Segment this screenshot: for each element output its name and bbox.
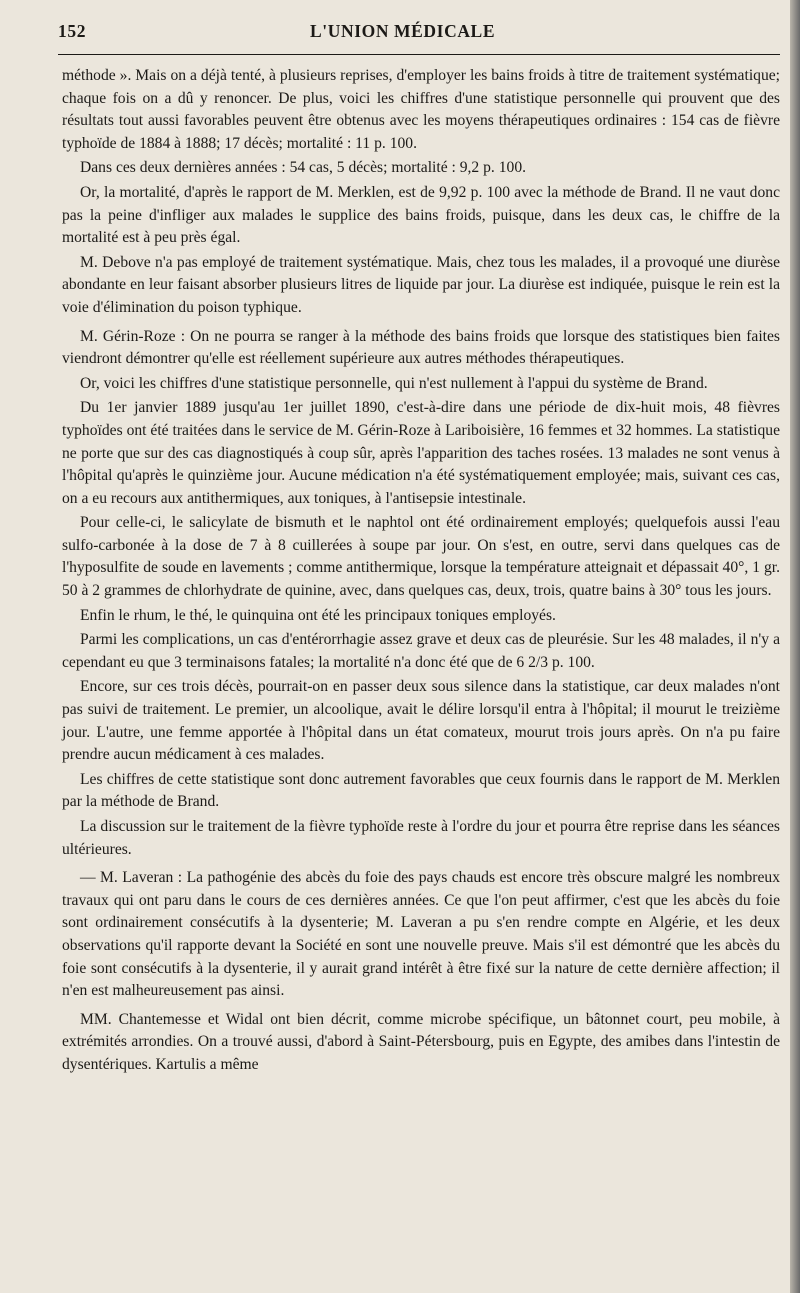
- running-head: [58, 18, 772, 46]
- journal-title: L'UNION MÉDICALE: [310, 21, 496, 41]
- paragraph-debove: M. Debove n'a pas employé de traitement systématique. Mais, chez tous les malades, il a provoqué une diurèse abondante en leur faisant absorber plusieurs litres de liquide par jour. La diurèse est indiquée, puisque le rein est la voie d'élimination du poison typhique.: [62, 253, 780, 316]
- page-number: 152: [58, 21, 87, 41]
- paragraph-mortalite-merklen: Or, la mortalité, d'après le rapport de M. Merklen, est de 9,92 p. 100 avec la méthode de Brand. Il ne vaut donc pas la peine d'infliger aux malades le supplice des bains froids, puisque, dans les deux cas, le chiffre de la mortalité est à peu près égal.: [62, 183, 780, 247]
- paragraph-deces: Encore, sur ces trois décès, pourrait-on en passer deux sous silence dans la statistique, car deux malades n'ont pas suivi de traitement. Le premier, un alcoolique, avait le délire lorsqu'il entra à l'hôpital; il mourut le treizième jour. L'autre, une femme apportée à l'hôpital dans un état comateux, mourut trois jours après. On n'a pu faire prendre aucun médicament à ces malades.: [62, 678, 780, 764]
- paragraph-statistique: Or, voici les chiffres d'une statistique personnelle, qui n'est nullement à l'appui du système de Brand.: [80, 374, 708, 392]
- paragraph-deux-annees: Dans ces deux dernières années : 54 cas, 5 décès; mortalité : 9,2 p. 100.: [80, 159, 527, 177]
- paragraph-antisepsie: Pour celle-ci, le salicylate de bismuth et le naphtol ont été ordinairement employés; quelquefois aussi l'eau sulfo-carbonée à la dose de 7 à 8 cuillerées à soupe par jour. On s'est, en outre, servi dans quelques cas de l'hyposulfite de soude en lavements ; comme antithermique, lorsque la température atteignait et dépassait 40°, 1 gr. 50 à 2 grammes de chlorhydrate de quinine, avec, dans quelques cas, deux, trois, quatre bains à 30° tous les jours.: [62, 514, 780, 600]
- paragraph-discussion: La discussion sur le traitement de la fièvre typhoïde reste à l'ordre du jour et pourra être reprise dans les séances ultérieures.: [62, 818, 780, 858]
- paragraph-gerin-roze: M. Gérin-Roze : On ne pourra se ranger à la méthode des bains froids que lorsque des statistiques bien faites viendront démontrer qu'elle est réellement supérieure aux autres méthodes thérapeutiques.: [62, 327, 780, 368]
- paragraph-laveran: — M. Laveran : La pathogénie des abcès du foie des pays chauds est encore très obscure malgré les nombreux travaux qui ont paru dans le cours de ces dernières années. Ce que l'on peut affirmer, c'est que les abcès du foie sont ordinairement consécutifs à la dysenterie; M. Laveran a pu s'en rendre compte en Algérie, et les deux observations qu'il rapporte devant la Société en sont une nouvelle preuve. Mais s'il est démontré que les abcès du foie sont consécutifs à la dysenterie, il y aurait grand intérêt à être fixé sur la nature de cette dernière affection; il n'en est malheureusement pas ainsi.: [62, 869, 780, 1000]
- paragraph-bains-froids: méthode ». Mais on a déjà tenté, à plusieurs reprises, d'employer les bains froids à titre de traitement systématique; chaque fois on a dû y renoncer. De plus, voici les chiffres d'une statistique personnelle qui prouvent que des résultats tout aussi favorables peuvent être obtenus avec les moyens thérapeutiques ordinaires : 154 cas de fièvre typhoïde de 1884 à 1888; 17 décès; mortalité : 11 p. 100.: [62, 67, 780, 152]
- header-rule: [58, 54, 780, 55]
- page-edge-shadow: [790, 0, 800, 1293]
- paragraph-chantemesse-widal: MM. Chantemesse et Widal ont bien décrit, comme microbe spécifique, un bâtonnet court, peu mobile, à extrémités arrondies. On a trouvé aussi, d'abord à Saint-Pétersbourg, puis en Egypte, des amibes dans l'intestin de dysentériques. Kartulis a même: [62, 1010, 780, 1073]
- article-body: [62, 65, 780, 1077]
- paragraph-chiffres: Les chiffres de cette statistique sont donc autrement favorables que ceux fournis dans le rapport de M. Merklen par la méthode de Brand.: [62, 770, 780, 811]
- paragraph-periode: Du 1er janvier 1889 jusqu'au 1er juillet 1890, c'est-à-dire dans une période de dix-huit mois, 48 fièvres typhoïdes ont été traitées dans le service de M. Gérin-Roze à Lariboisière, 16 femmes et 32 hommes. La statistique ne porte que sur des cas diagnostiqués à coup sûr, après l'apparition des taches rosées. 13 malades ne sont venus à l'hôpital qu'après le quinzième jour. Aucune médication n'a été systématiquement employée; mais, suivant ces cas, on a eu recours aux antithermiques, aux toniques, à l'antisepsie intestinale.: [62, 399, 780, 507]
- paragraph-toniques: Enfin le rhum, le thé, le quinquina ont été les principaux toniques employés.: [80, 606, 556, 624]
- paragraph-complications: Parmi les complications, un cas d'entérorrhagie assez grave et deux cas de pleurésie. Sur les 48 malades, il n'y a cependant eu que 3 terminaisons fatales; la mortalité n'a donc été que de 6 2/3 p. 100.: [62, 631, 780, 671]
